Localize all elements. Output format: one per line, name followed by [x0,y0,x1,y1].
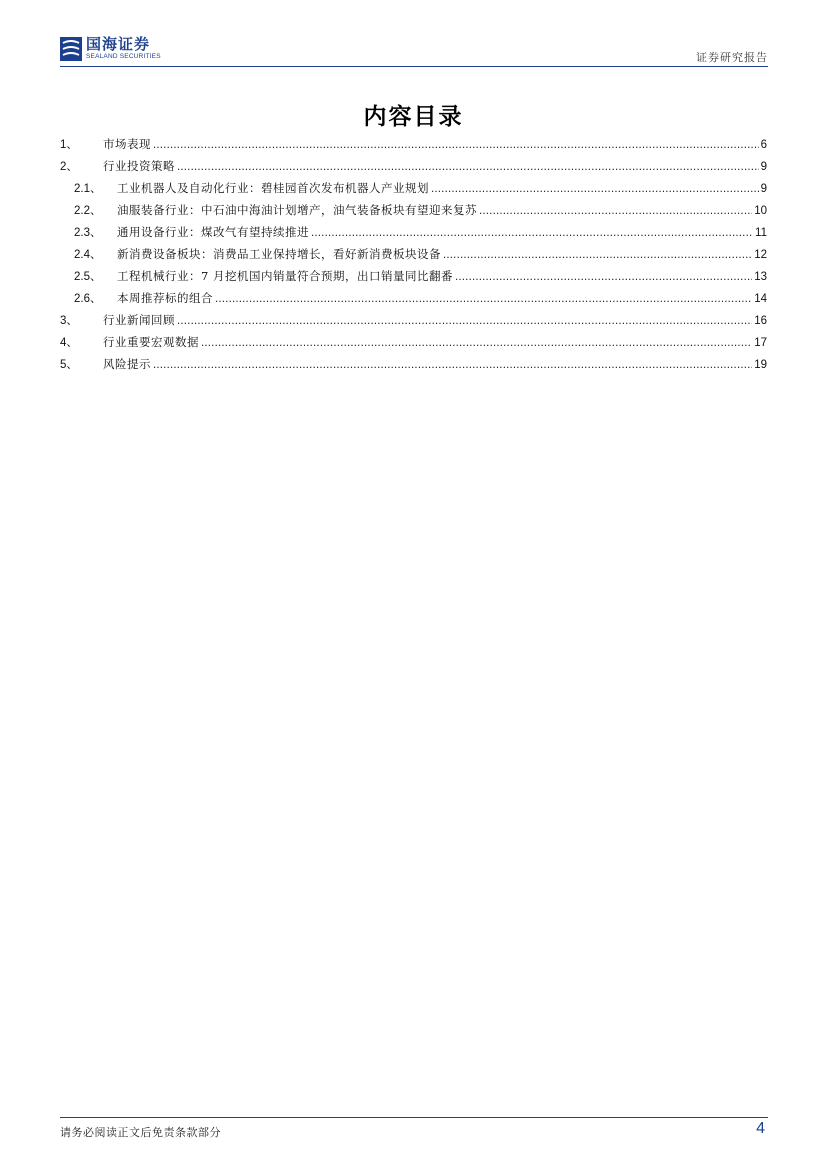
toc-entry-page: 12 [754,249,767,261]
header-divider [60,66,768,67]
toc-leader-dots [153,139,759,151]
toc-entry-page: 16 [754,315,767,327]
toc-leader-dots [177,315,752,327]
report-type-label: 证券研究报告 [696,51,768,64]
toc-entry-page: 10 [754,205,767,217]
toc-entry-number: 1、 [60,139,78,151]
toc-entry[interactable] [60,356,767,378]
toc-entry-label: 工程机械行业：7 月挖机国内销量符合预期，出口销量同比翻番 [117,269,453,283]
toc-entry-page: 14 [754,293,767,305]
toc-subentry[interactable] [60,180,767,202]
toc-leader-dots [153,359,752,371]
company-logo [60,34,161,64]
toc-leader-dots [431,183,759,195]
toc-entry-number: 2.5、 [74,271,102,283]
toc-leader-dots [479,205,752,217]
table-of-contents [60,136,767,378]
toc-entry-label: 行业投资策略 [103,159,175,173]
toc-entry-label: 风险提示 [103,357,151,371]
toc-entry-label: 新消费设备板块：消费品工业保持增长，看好新消费板块设备 [117,247,441,261]
toc-entry-page: 9 [760,183,767,195]
toc-subentry[interactable] [60,202,767,224]
footer-disclaimer: 请务必阅读正文后免责条款部分 [60,1126,221,1139]
page-header [60,34,768,68]
toc-leader-dots [311,227,753,239]
toc-entry-number: 2.2、 [74,205,102,217]
toc-entry-label: 市场表现 [103,137,151,151]
toc-entry-number: 2、 [60,161,78,173]
toc-entry[interactable] [60,334,767,356]
toc-entry-page: 19 [754,359,767,371]
toc-subentry[interactable] [60,290,767,312]
toc-leader-dots [201,337,752,349]
sealand-logo-icon [60,37,82,61]
toc-entry-label: 行业重要宏观数据 [103,335,199,349]
toc-subentry[interactable] [60,224,767,246]
toc-leader-dots [177,161,759,173]
toc-entry-label: 工业机器人及自动化行业：碧桂园首次发布机器人产业规划 [117,181,429,195]
toc-entry-page: 9 [760,161,767,173]
toc-leader-dots [443,249,752,261]
toc-subentry[interactable] [60,268,767,290]
page-number: 4 [756,1120,765,1137]
toc-entry-label: 通用设备行业：煤改气有望持续推进 [117,225,309,239]
toc-entry-page: 13 [754,271,767,283]
toc-leader-dots [455,271,752,283]
toc-entry-number: 4、 [60,337,78,349]
toc-entry-number: 2.6、 [74,293,102,305]
toc-entry-label: 行业新闻回顾 [103,313,175,327]
toc-entry[interactable] [60,136,767,158]
toc-entry[interactable] [60,312,767,334]
toc-leader-dots [215,293,752,305]
toc-entry-page: 17 [754,337,767,349]
toc-entry-label: 本周推荐标的组合 [117,291,213,305]
toc-subentry[interactable] [60,246,767,268]
toc-entry[interactable] [60,158,767,180]
toc-entry-label: 油服装备行业：中石油中海油计划增产，油气装备板块有望迎来复苏 [117,203,477,217]
brand-name-en: SEALAND SECURITIES [86,53,161,61]
footer-divider [60,1117,768,1118]
toc-entry-number: 2.4、 [74,249,102,261]
brand-name-cn: 国海证券 [86,35,151,54]
toc-entry-number: 3、 [60,315,78,327]
toc-entry-number: 5、 [60,359,78,371]
toc-entry-number: 2.1、 [74,183,102,195]
toc-title: 内容目录 [363,103,464,130]
toc-entry-number: 2.3、 [74,227,102,239]
toc-entry-page: 6 [760,139,767,151]
toc-entry-page: 11 [755,227,767,239]
